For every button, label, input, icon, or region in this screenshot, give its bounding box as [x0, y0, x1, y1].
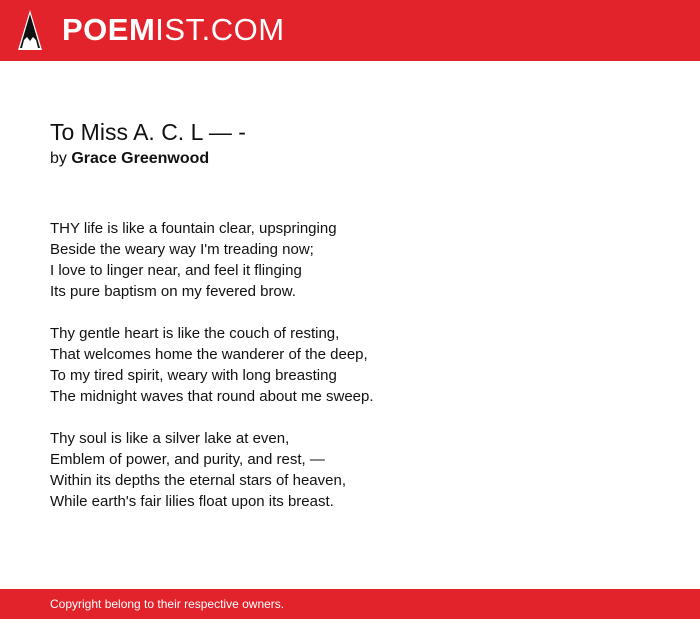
poem-line: The midnight waves that round about me sweep. — [50, 388, 374, 405]
stanza-2 — [50, 323, 670, 407]
poem-line: That welcomes home the wanderer of the deep, — [50, 346, 368, 363]
copyright-text: Copyright belong to their respective owners. — [50, 597, 285, 611]
poem-line: I love to linger near, and feel it flinging — [50, 262, 302, 279]
poem-author: Grace Greenwood — [71, 150, 210, 167]
site-logo-text[interactable] — [62, 12, 285, 48]
poem-line: THY life is like a fountain clear, upspringing — [50, 220, 337, 237]
poem-title: To Miss A. C. L — - — [50, 119, 246, 145]
poem-byline — [50, 148, 209, 170]
poem-line: Emblem of power, and purity, and rest, — — [50, 451, 325, 468]
stanza-3 — [50, 428, 670, 512]
poem-line: To my tired spirit, weary with long breasting — [50, 367, 337, 384]
poem-line: Within its depths the eternal stars of heaven, — [50, 472, 346, 489]
poem-line: While earth's fair lilies float upon its breast. — [50, 493, 334, 510]
stanza-1 — [50, 218, 670, 302]
brand-bold: POEM — [62, 12, 156, 47]
pencil-tip-icon[interactable] — [18, 10, 42, 52]
brand-light: IST.COM — [155, 12, 285, 47]
poem-body — [50, 218, 670, 533]
by-label: by — [50, 150, 67, 167]
poem-line: Thy gentle heart is like the couch of resting, — [50, 325, 340, 342]
poem-line: Beside the weary way I'm treading now; — [50, 241, 314, 258]
site-footer — [0, 589, 700, 619]
poem-line: Its pure baptism on my fevered brow. — [50, 283, 296, 300]
site-header — [0, 0, 700, 61]
poem-line: Thy soul is like a silver lake at even, — [50, 430, 290, 447]
